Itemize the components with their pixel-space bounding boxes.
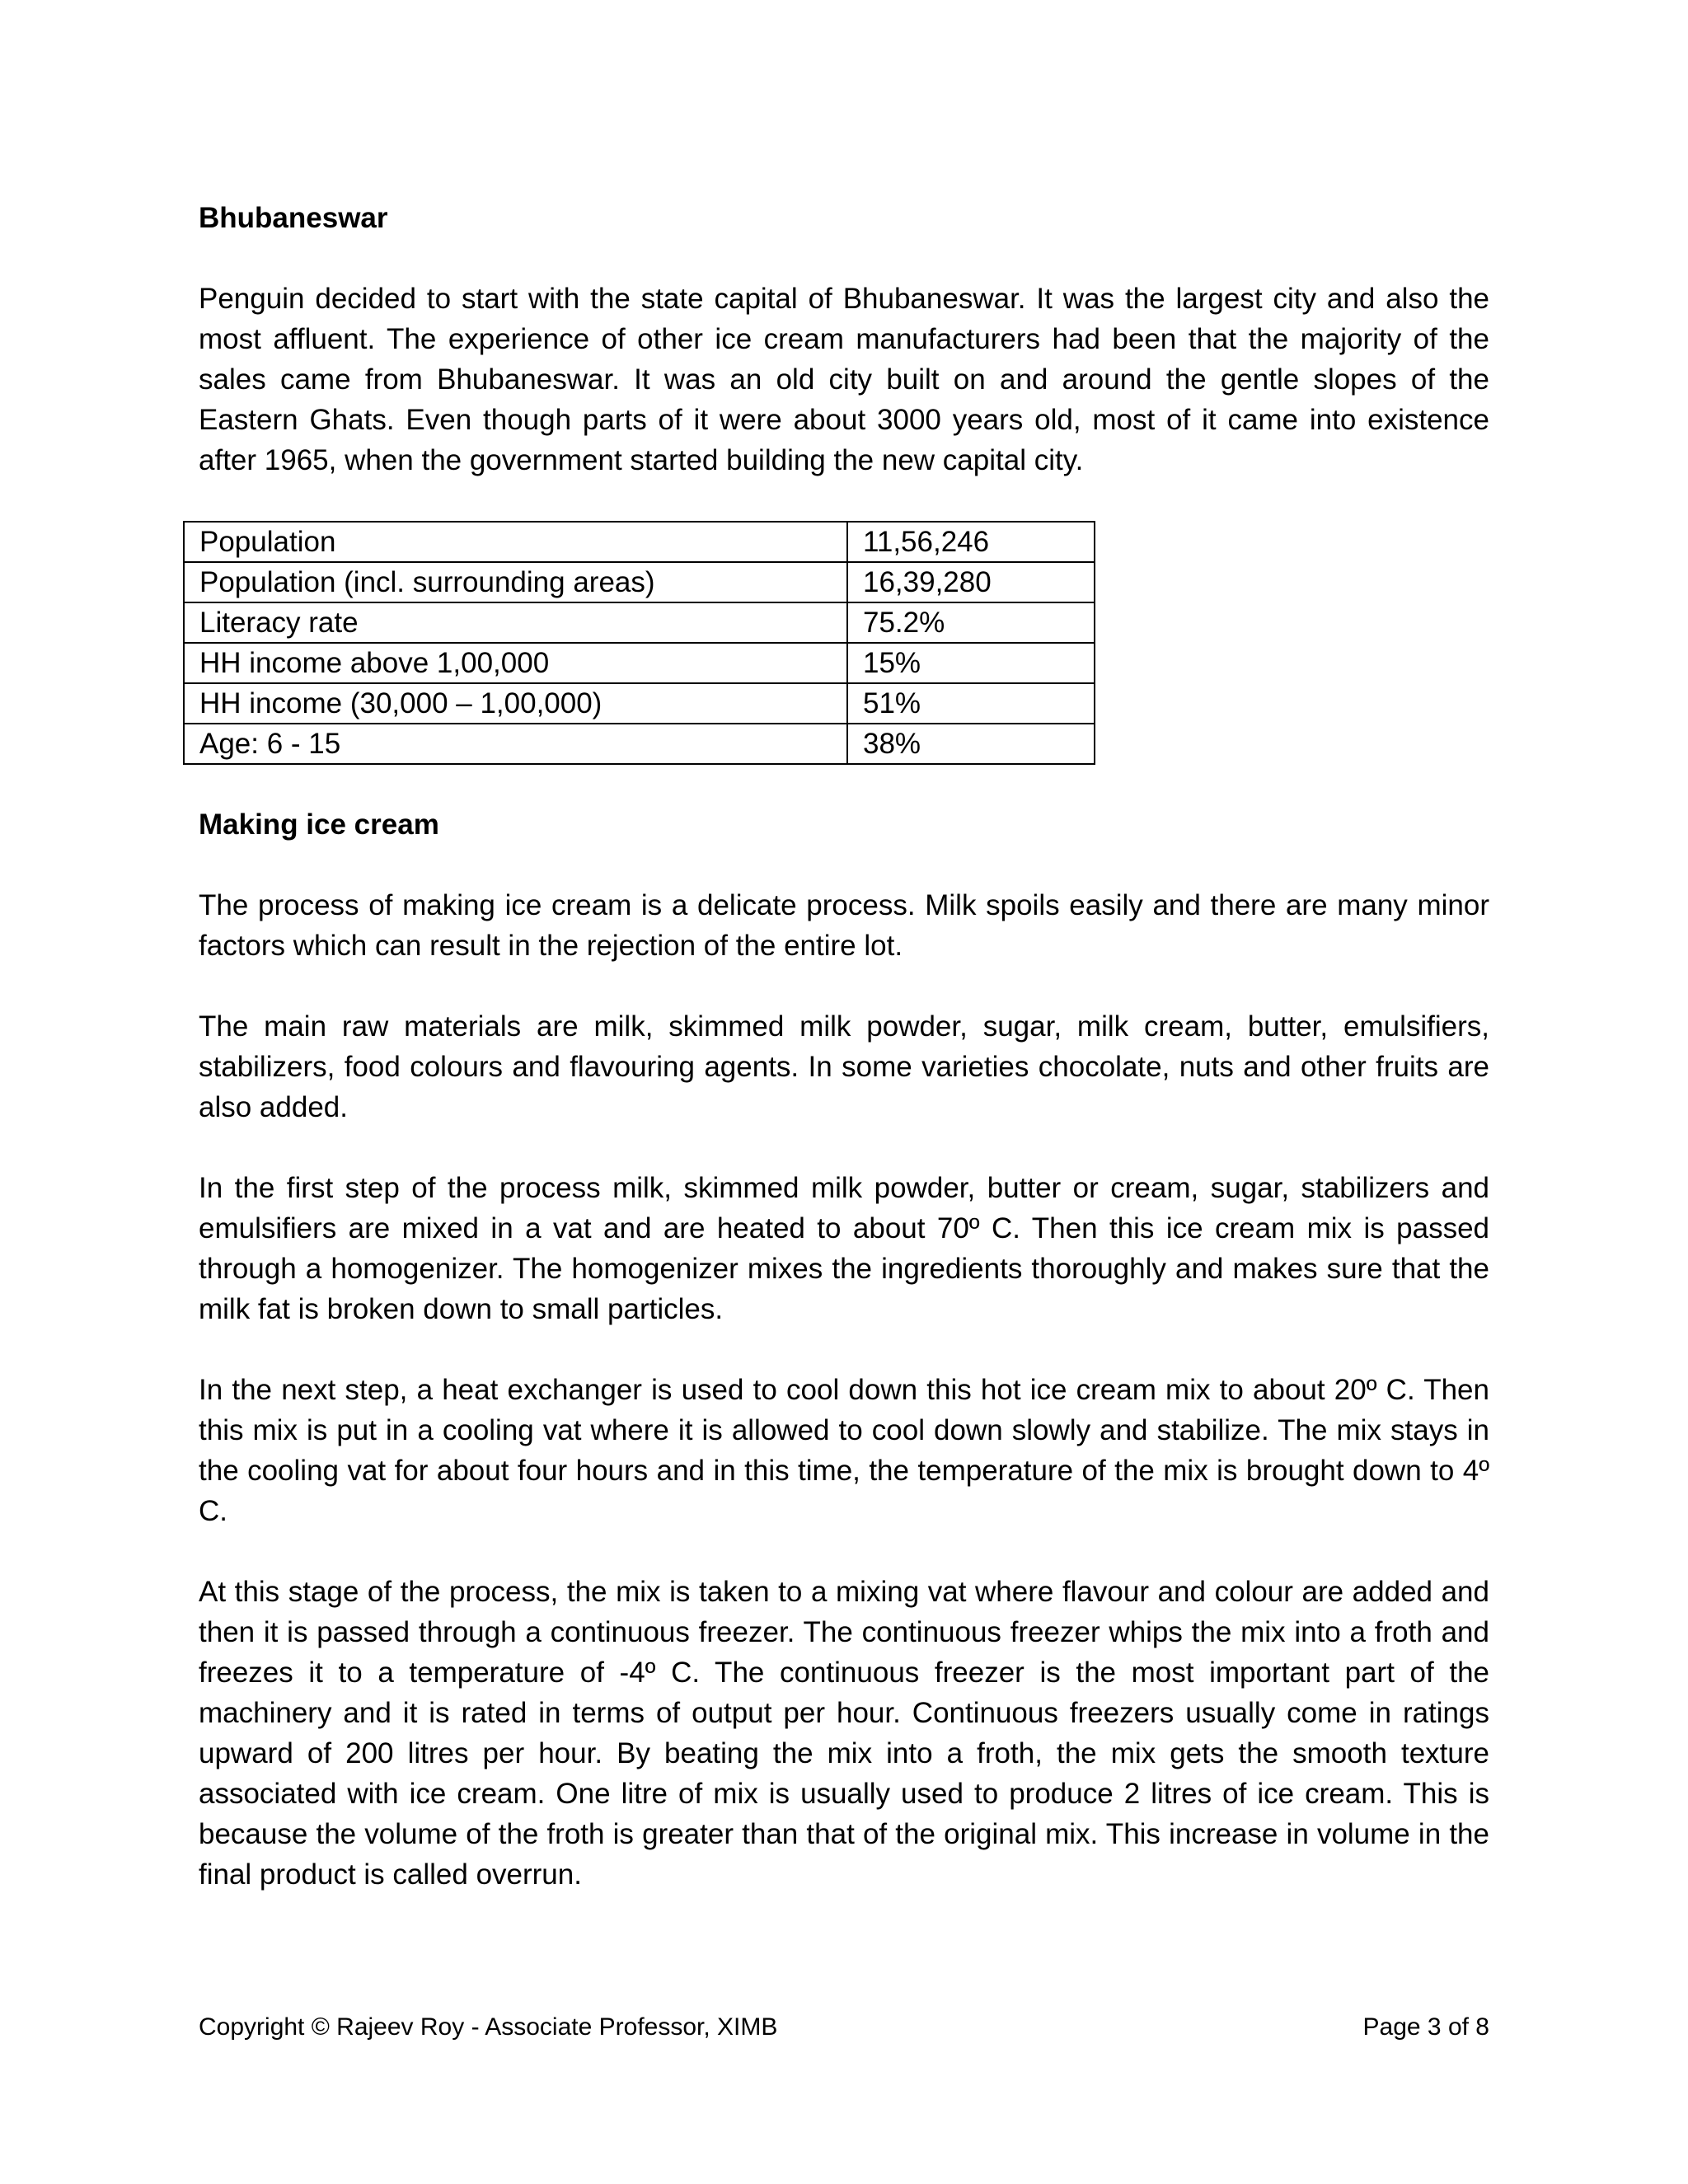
stat-value: 16,39,280: [847, 562, 1095, 602]
process-paragraph-raw-materials: The main raw materials are milk, skimmed milk powder, sugar, milk cream, butter, emulsifiers, stabilizers, food colours and flavouring agents. In some varieties chocolate, nuts and other fruits are also added.: [199, 1010, 1489, 1123]
table-row: [184, 522, 1095, 562]
stat-label: Population: [184, 522, 847, 562]
stat-label: HH income above 1,00,000: [184, 643, 847, 683]
table-row: [184, 683, 1095, 724]
stat-label: Age: 6 - 15: [184, 724, 847, 764]
footer-copyright: Copyright © Rajeev Roy - Associate Professor, XIMB: [199, 2013, 778, 2041]
stat-value: 38%: [847, 724, 1095, 764]
process-paragraph-next-step: In the next step, a heat exchanger is used to cool down this hot ice cream mix to about 20º C. Then this mix is put in a cooling vat where it is allowed to cool down slowly and stabilize. The mix stays in the cooling vat for about four hours and in this time, the temperature of the mix is brought down to 4º C.: [199, 1374, 1489, 1527]
stat-value: 75.2%: [847, 602, 1095, 643]
page-footer: [199, 2011, 1489, 2044]
section-heading-bhubaneswar: Bhubaneswar: [199, 202, 388, 234]
process-paragraph-freezing: At this stage of the process, the mix is taken to a mixing vat where flavour and colour are added and then it is passed through a continuous freezer. The continuous freezer whips the mix into a froth and freezes it to a temperature of -4º C. The continuous freezer is the most important part of the machinery and it is rated in terms of output per hour. Continuous freezers usually come in ratings upward of 200 litres per hour. By beating the mix into a froth, the mix gets the smooth texture associated with ice cream. One litre of mix is usually used to produce 2 litres of ice cream. This is because the volume of the froth is greater than that of the original mix. This increase in volume in the final product is called overrun.: [199, 1576, 1489, 1891]
page-content: [199, 198, 1489, 1935]
footer-page-number: Page 3 of 8: [1362, 2013, 1489, 2041]
stat-value: 15%: [847, 643, 1095, 683]
city-stats-table: [183, 521, 1095, 765]
bhubaneswar-paragraph: Penguin decided to start with the state capital of Bhubaneswar. It was the largest city and also the most affluent. The experience of other ice cream manufacturers had been that the majority of the sales came from Bhubaneswar. It was an old city built on and around the gentle slopes of the Eastern Ghats. Even though parts of it were about 3000 years old, most of it came into existence after 1965, when the government started building the new capital city.: [199, 283, 1489, 476]
stat-value: 51%: [847, 683, 1095, 724]
process-paragraph-first-step: In the first step of the process milk, skimmed milk powder, butter or cream, sugar, stabilizers and emulsifiers are mixed in a vat and are heated to about 70º C. Then this ice cream mix is passed through a homogenizer. The homogenizer mixes the ingredients thoroughly and makes sure that the milk fat is broken down to small particles.: [199, 1172, 1489, 1325]
stat-label: Population (incl. surrounding areas): [184, 562, 847, 602]
table-row: [184, 602, 1095, 643]
table-row: [184, 562, 1095, 602]
process-paragraph-intro: The process of making ice cream is a delicate process. Milk spoils easily and there are many minor factors which can result in the rejection of the entire lot.: [199, 889, 1489, 962]
stat-value: 11,56,246: [847, 522, 1095, 562]
table-row: [184, 724, 1095, 764]
table-row: [184, 643, 1095, 683]
section-heading-making-ice-cream: Making ice cream: [199, 808, 439, 841]
stat-label: HH income (30,000 – 1,00,000): [184, 683, 847, 724]
stat-label: Literacy rate: [184, 602, 847, 643]
